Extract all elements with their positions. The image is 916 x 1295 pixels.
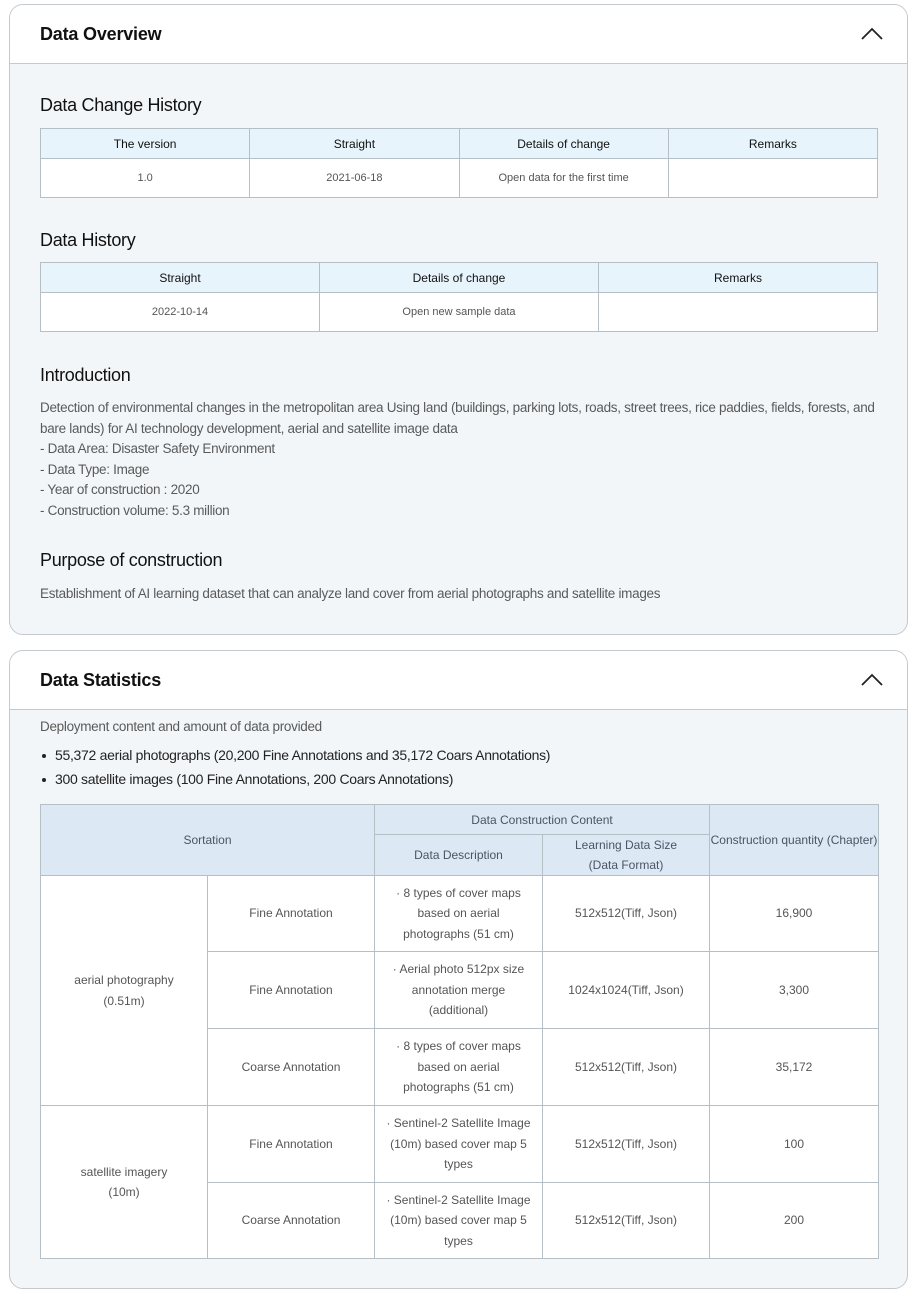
section-title-change-history: Data Change History bbox=[40, 95, 202, 115]
sortation-header: Sortation bbox=[41, 805, 375, 876]
list-item: 55,372 aerial photographs (20,200 Fine Annotations and 35,172 Coars Annotations) bbox=[40, 743, 550, 767]
category-name: aerial photography bbox=[74, 973, 174, 987]
data-history-table bbox=[40, 262, 878, 332]
table-row bbox=[41, 159, 878, 198]
chevron-up-icon[interactable] bbox=[859, 667, 885, 693]
introduction-paragraph: Detection of environmental changes in the metropolitan area Using land (buildings, parking lots, roads, street trees, rice paddies, fields, forests, and bare lands) for AI technology development, aerial and satellite image data bbox=[40, 400, 875, 436]
column-header: Straight bbox=[41, 263, 320, 293]
category-cell bbox=[41, 876, 208, 1106]
statistics-bullet-list bbox=[40, 743, 550, 791]
annotation-type-cell: Fine Annotation bbox=[208, 952, 375, 1029]
details-cell: Open data for the first time bbox=[459, 159, 668, 198]
annotation-type-cell: Coarse Annotation bbox=[208, 1029, 375, 1106]
description-cell: · 8 types of cover maps based on aerial photographs (51 cm) bbox=[375, 1029, 543, 1106]
size-cell: 512x512(Tiff, Json) bbox=[543, 1029, 710, 1106]
introduction-text bbox=[40, 398, 880, 521]
construction-content-header: Data Construction Content bbox=[375, 805, 710, 835]
column-header: Remarks bbox=[599, 263, 878, 293]
remarks-cell bbox=[599, 293, 878, 332]
version-cell: 1.0 bbox=[41, 159, 250, 198]
introduction-item: - Construction volume: 5.3 million bbox=[40, 502, 230, 518]
category-cell bbox=[41, 1106, 208, 1259]
column-header: Straight bbox=[250, 129, 459, 159]
table-row bbox=[41, 293, 878, 332]
quantity-cell: 3,300 bbox=[710, 952, 879, 1029]
annotation-type-cell: Coarse Annotation bbox=[208, 1183, 375, 1259]
quantity-cell: 100 bbox=[710, 1106, 879, 1183]
change-history-table bbox=[40, 128, 878, 198]
table-row bbox=[41, 1106, 879, 1183]
annotation-type-cell: Fine Annotation bbox=[208, 876, 375, 952]
category-resolution: (10m) bbox=[108, 1185, 140, 1199]
column-header: Details of change bbox=[320, 263, 599, 293]
data-description-header: Data Description bbox=[375, 835, 543, 876]
remarks-cell bbox=[668, 159, 877, 198]
date-cell: 2022-10-14 bbox=[41, 293, 320, 332]
section-title-purpose: Purpose of construction bbox=[40, 550, 223, 570]
column-header: Remarks bbox=[668, 129, 877, 159]
quantity-cell: 16,900 bbox=[710, 876, 879, 952]
column-header: Details of change bbox=[459, 129, 668, 159]
section-title-introduction: Introduction bbox=[40, 365, 131, 385]
category-resolution: (0.51m) bbox=[103, 993, 145, 1008]
statistics-table bbox=[40, 804, 879, 1259]
column-header: The version bbox=[41, 129, 250, 159]
purpose-text: Establishment of AI learning dataset that can analyze land cover from aerial photographs and satellite images bbox=[40, 586, 661, 601]
statistics-intro: Deployment content and amount of data provided bbox=[40, 719, 322, 734]
table-header-row bbox=[41, 805, 879, 835]
chevron-up-icon[interactable] bbox=[859, 21, 885, 47]
panel-title: Data Statistics bbox=[40, 669, 162, 690]
learning-size-header-line2: (Data Format) bbox=[588, 858, 664, 872]
table-header-row bbox=[41, 263, 878, 293]
table-row bbox=[41, 876, 879, 952]
section-title-data-history: Data History bbox=[40, 230, 136, 250]
description-cell: · Aerial photo 512px size annotation merge (additional) bbox=[375, 952, 543, 1029]
data-overview-header[interactable] bbox=[10, 5, 907, 64]
description-cell: · Sentinel-2 Satellite Image (10m) based cover map 5 types bbox=[375, 1183, 543, 1259]
description-cell: · 8 types of cover maps based on aerial photographs (51 cm) bbox=[375, 876, 543, 952]
introduction-item: - Year of construction : 2020 bbox=[40, 482, 200, 497]
description-cell: · Sentinel-2 Satellite Image (10m) based cover map 5 types bbox=[375, 1106, 543, 1183]
quantity-cell: 35,172 bbox=[710, 1029, 879, 1106]
details-cell: Open new sample data bbox=[320, 293, 599, 332]
list-item: 300 satellite images (100 Fine Annotations, 200 Coars Annotations) bbox=[40, 767, 550, 791]
quantity-cell: 200 bbox=[710, 1183, 879, 1259]
data-overview-panel bbox=[9, 4, 908, 635]
size-cell: 1024x1024(Tiff, Json) bbox=[543, 952, 710, 1029]
learning-size-header bbox=[543, 835, 710, 876]
size-cell: 512x512(Tiff, Json) bbox=[543, 1106, 710, 1183]
introduction-item: - Data Type: Image bbox=[40, 461, 150, 477]
data-statistics-header[interactable] bbox=[10, 651, 907, 710]
size-cell: 512x512(Tiff, Json) bbox=[543, 876, 710, 952]
annotation-type-cell: Fine Annotation bbox=[208, 1106, 375, 1183]
data-statistics-panel bbox=[9, 650, 908, 1289]
panel-title: Data Overview bbox=[40, 23, 162, 44]
category-name: satellite imagery bbox=[80, 1164, 168, 1179]
learning-size-header-line1: Learning Data Size bbox=[574, 838, 678, 852]
size-cell: 512x512(Tiff, Json) bbox=[543, 1183, 710, 1259]
quantity-header: Construction quantity (Chapter) bbox=[710, 805, 879, 876]
introduction-item: - Data Area: Disaster Safety Environment bbox=[40, 441, 275, 456]
table-header-row bbox=[41, 129, 878, 159]
date-cell: 2021-06-18 bbox=[250, 159, 459, 198]
